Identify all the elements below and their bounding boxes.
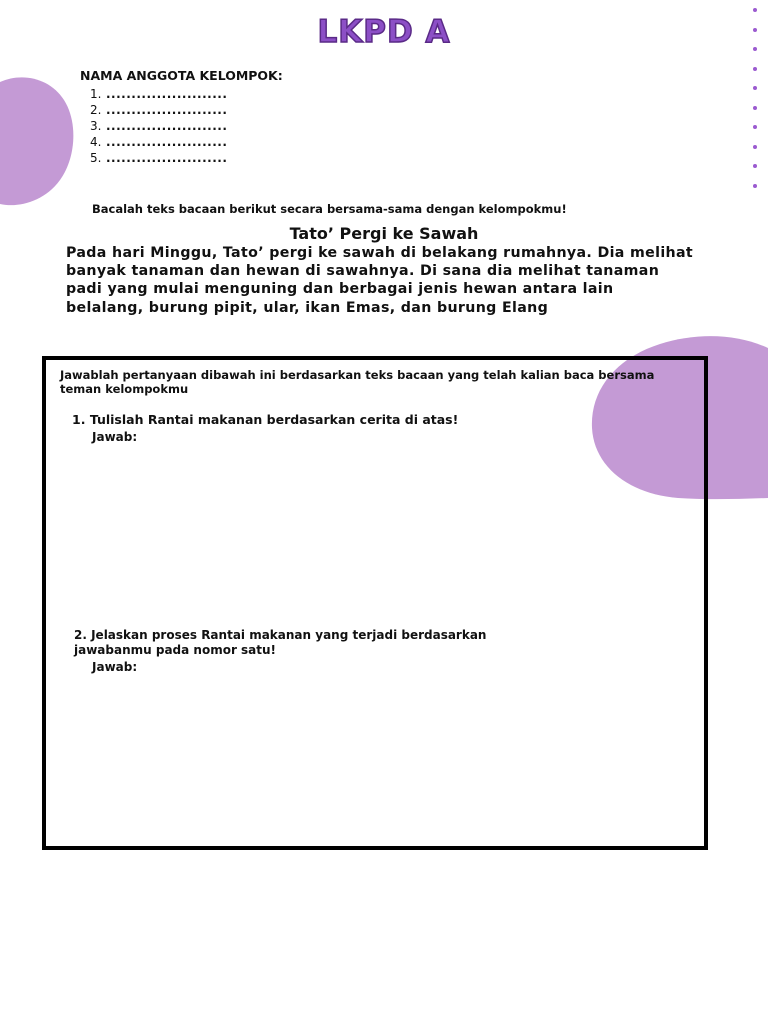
member-item: 4. ........................: [90, 135, 228, 149]
member-section: [80, 68, 283, 166]
story-text: Pada hari Minggu, Tato’ pergi ke sawah di belakang rumahnya. Dia melihat banyak tanaman dan hewan di sawahnya. Di sana dia melihat tanaman padi yang mulai menguning dan berbagai jenis hewan antara lain belalang, burung pipit, ular, ikan Emas, dan burung Elang: [66, 245, 694, 316]
question-1-text: Tulislah Rantai makanan berdasarkan cerita di atas!: [89, 412, 459, 427]
answer-1-label: Jawab:: [92, 430, 138, 444]
member-blank: ........................: [106, 119, 228, 133]
member-item: 2. ........................: [90, 103, 228, 117]
member-list: [80, 86, 283, 166]
member-blank: ........................: [106, 151, 228, 165]
member-item: 3. ........................: [90, 119, 228, 133]
story-title: Tato’ Pergi ke Sawah: [289, 224, 479, 243]
question-instruction: Jawablah pertanyaan dibawah ini berdasarkan teks bacaan yang telah kalian baca bersama teman kelompokmu: [60, 368, 655, 396]
member-item: 1. ........................: [90, 87, 228, 101]
decorative-blob-left: [0, 70, 76, 210]
member-blank: ........................: [106, 135, 228, 149]
reading-instruction: Bacalah teks bacaan berikut secara bersama-sama dengan kelompokmu!: [92, 202, 567, 216]
member-blank: ........................: [106, 87, 228, 101]
page-title: LKPD A: [317, 14, 451, 50]
member-item: 5. ........................: [90, 151, 228, 165]
question-1-number: 1.: [72, 412, 86, 427]
question-box: [42, 356, 708, 850]
question-1: [72, 412, 458, 427]
question-2-text: 2. Jelaskan proses Rantai makanan yang terjadi berdasarkan jawabanmu pada nomor satu!: [74, 628, 487, 657]
member-label: NAMA ANGGOTA KELOMPOK:: [80, 68, 283, 83]
answer-2-label: Jawab:: [92, 660, 138, 674]
member-blank: ........................: [106, 103, 228, 117]
